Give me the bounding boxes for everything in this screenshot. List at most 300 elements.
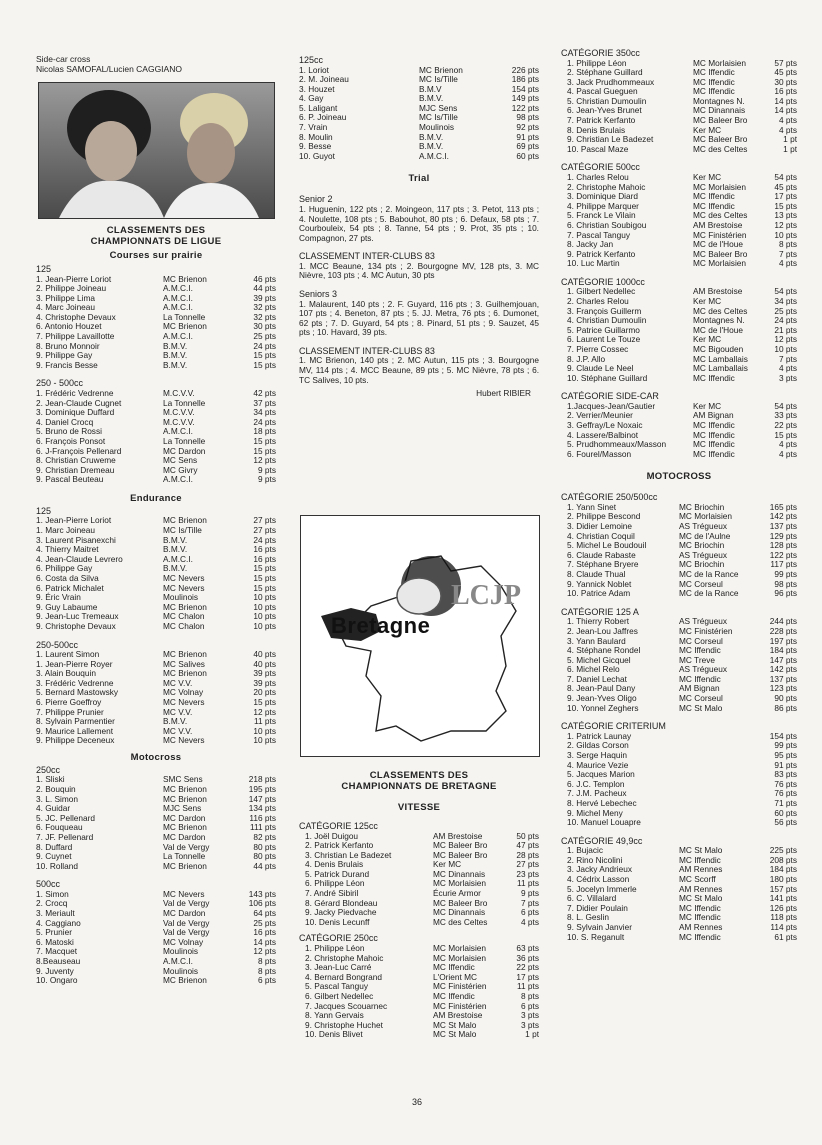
rider-name: 1. Frédéric Vedrenne [36, 387, 114, 398]
rider-name: 10. Yonnel Zeghers [567, 702, 639, 713]
rider-name: 1.Jacques-Jean/Gautier [567, 400, 656, 411]
points: 76 pts [774, 788, 797, 799]
points: 8 pts [779, 239, 797, 250]
rider-name: 3. Christian Le Badezet [305, 849, 392, 860]
rider-name: 9. Philippe Deceneux [36, 735, 115, 746]
endurance-title: Endurance [130, 492, 182, 504]
club-name: MC Nevers [163, 572, 205, 583]
rider-name: 7. André Sibiril [305, 888, 359, 899]
rider-name: 1. Jean-Pierre Royer [36, 658, 113, 669]
club-name: MC V.V. [163, 706, 193, 717]
rider-name: 9. Jean-Yves Oligo [567, 693, 637, 704]
ranking-row [36, 736, 276, 746]
points: 12 pts [253, 706, 276, 717]
points: 123 pts [769, 683, 797, 694]
club-name: MC Iffendic [693, 200, 735, 211]
club-name: MC Brienon [163, 321, 207, 332]
club-name: MC Baleer Bro [433, 840, 488, 851]
rider-name: 2. Gildas Corson [567, 740, 629, 751]
club-name: MC Brienon [163, 273, 207, 284]
rider-name: 5. Prudhommeaux/Masson [567, 439, 667, 450]
rider-name: 9. Maurice Lallement [36, 725, 114, 736]
c125-list [299, 66, 539, 162]
club-name: MC Morlaisien [679, 511, 733, 522]
rider-name: 4. Christian Dumoulin [567, 315, 647, 326]
club-name: A.M.C.I. [419, 150, 449, 161]
points: 10 pts [253, 725, 276, 736]
rider-name: 6. Jean-Yves Brunet [567, 105, 642, 116]
points: 15 pts [253, 445, 276, 456]
club-name: MC Iffendic [693, 86, 735, 97]
club-name: MC Brienon [163, 793, 207, 804]
rider-name: 6. Gilbert Nedellec [305, 990, 374, 1001]
points: 86 pts [774, 702, 797, 713]
vitesse-title: VITESSE [397, 802, 441, 813]
rider-name: 1. Marc Joineau [36, 524, 96, 535]
ranking-row [36, 475, 276, 485]
points: 15 pts [253, 582, 276, 593]
club-name: A.M.C.I. [163, 331, 193, 342]
points: 15 pts [774, 200, 797, 211]
points: 15 pts [253, 435, 276, 446]
club-name: MC des Celtes [433, 916, 488, 927]
rider-name: 8. Denis Brulais [567, 124, 626, 135]
rider-name: 6. Michel Relo [567, 664, 620, 675]
points: 39 pts [253, 677, 276, 688]
ranking-row [567, 450, 797, 460]
club-name: Moulinois [163, 965, 199, 976]
club-name: Montagnes N. [693, 315, 745, 326]
rider-name: 5. Laligant [299, 102, 338, 113]
prairie-250-label: 250 - 500cc [36, 378, 84, 389]
club-name: Ker MC [693, 295, 722, 306]
points: 56 pts [774, 817, 797, 828]
rider-name: 8. Hervé Lebechec [567, 797, 637, 808]
rider-name: 10. Pascal Maze [567, 143, 629, 154]
c125-label: 125cc [299, 55, 324, 65]
points: 16 pts [774, 86, 797, 97]
club-name: MC Baleer Bro [433, 849, 488, 860]
club-name: SMC Sens [163, 774, 203, 785]
prairie-250-list [36, 389, 276, 485]
club-name: MC Corseul [679, 578, 723, 589]
club-name: B.M.V. [163, 340, 188, 351]
points: 1 pt [783, 143, 797, 154]
club-name: MC des Celtes [693, 143, 748, 154]
club-name: MC Brienon [163, 601, 207, 612]
rider-name: 8. L. Geslin [567, 912, 609, 923]
club-name: MC Salives [163, 658, 205, 669]
club-name: B.M.V. [163, 716, 188, 727]
author-signature: Hubert RIBIER [476, 388, 531, 399]
rider-name: 10. Guyot [299, 150, 335, 161]
club-name: Moulinois [163, 946, 199, 957]
rider-name: 8. Jacky Jan [567, 239, 614, 250]
points: 4 pts [779, 363, 797, 374]
points: 117 pts [770, 559, 797, 570]
club-name: MC Morlaisien [433, 952, 487, 963]
points: 98 pts [774, 578, 797, 589]
club-name: MC Is/Tille [419, 74, 458, 85]
points: 9 pts [258, 464, 276, 475]
points: 39 pts [253, 668, 276, 679]
points: 128 pts [769, 540, 797, 551]
club-name: MC Dinannais [693, 105, 746, 116]
club-name: MC Iffendic [693, 191, 735, 202]
club-name: MC Finistérien [693, 229, 747, 240]
rider-name: 6. Antonio Houzet [36, 321, 102, 332]
club-name: MC de l'Houe [693, 239, 744, 250]
rider-name: 3. Serge Haquin [567, 749, 627, 760]
rider-name: 7. Didier Poulain [567, 902, 628, 913]
bretagne-section [299, 770, 539, 1040]
points: 18 pts [253, 426, 276, 437]
club-name: MC Brienon [163, 668, 207, 679]
rider-name: 3. François Guillerm [567, 305, 642, 316]
club-name: MC Is/Tille [163, 524, 202, 535]
club-name: MC Baleer Bro [433, 897, 488, 908]
club-name: Val de Vergy [163, 927, 210, 938]
points: 11 pts [517, 878, 539, 889]
ranking-row [305, 1030, 539, 1040]
club-name: L'Orient MC [433, 971, 478, 982]
points: 4 pts [779, 258, 797, 269]
rider-name: 8.Beauseau [36, 956, 81, 967]
ranking-row [567, 704, 797, 714]
v125-list [299, 832, 539, 928]
points: 9 pts [258, 474, 276, 485]
points: 64 pts [253, 908, 276, 919]
rider-name: 10. Denis Blivet [305, 1029, 363, 1040]
club-name: MC Baleer Bro [693, 134, 748, 145]
points: 23 pts [516, 868, 539, 879]
sidecar-photo [38, 82, 275, 219]
points: 111 pts [250, 822, 276, 833]
rider-name: 1. Gilbert Nedellec [567, 286, 636, 297]
club-name: MC Brienon [419, 64, 463, 75]
rider-name: 7. Philippe Prunier [36, 706, 104, 717]
club-name: MC de la Rance [679, 569, 739, 580]
club-name: MC Morlaisien [693, 258, 747, 269]
club-name: MC Iffendic [433, 990, 475, 1001]
sidecar-caption-names: Nicolas SAMOFAL/Lucien CAGGIANO [36, 63, 182, 74]
club-name: AS Trégueux [679, 521, 727, 532]
ranking-row [305, 918, 539, 928]
club-name: MJC Sens [419, 102, 458, 113]
points: 3 pts [779, 372, 797, 383]
points: 129 pts [769, 530, 797, 541]
rider-name: 3. Jacky Andrieux [567, 864, 633, 875]
motocross-ligue-title: Motocross [130, 751, 182, 763]
v500-list [561, 173, 797, 269]
points: 12 pts [253, 946, 276, 957]
club-name: MC V.V. [163, 677, 193, 688]
rider-name: 3. Dominique Diard [567, 191, 639, 202]
prairie-title: Courses sur prairie [109, 250, 203, 261]
ranking-row [567, 259, 797, 269]
rider-name: 9. Éric Vrain [36, 592, 81, 603]
points: 22 pts [774, 420, 797, 430]
rider-name: 7. Philippe Lavaillotte [36, 331, 115, 342]
rider-name: 7. JF. Pellenard [36, 832, 94, 842]
club-name: Ker MC [693, 400, 722, 411]
rider-name: 10. Rolland [36, 860, 78, 871]
senior3-label: Seniors 3 [299, 289, 338, 299]
club-name: La Tonnelle [163, 397, 206, 408]
rider-name: 2. Christophe Mahoic [567, 181, 646, 192]
points: 24 pts [253, 534, 276, 545]
rider-name: 6. J.C. Templon [567, 778, 625, 789]
rider-name: 3. Geffray/Le Noxaic [567, 420, 643, 430]
rider-name: 9. Christophe Devaux [36, 620, 116, 631]
m49-list [561, 846, 797, 942]
rider-name: 9. Juventy [36, 965, 74, 976]
rider-name: 2. Crocq [36, 898, 68, 909]
club-name: MC Brienon [163, 649, 207, 659]
club-name: A.M.C.I. [163, 474, 193, 485]
club-name: MC Briochin [679, 559, 725, 570]
motocross-250-label: 250cc [36, 764, 61, 775]
rider-name: 5. Prunier [36, 927, 72, 938]
points: 142 pts [769, 511, 797, 522]
club-name: La Tonnelle [163, 435, 206, 446]
endurance-250-label: 250-500cc [36, 639, 79, 650]
rider-name: 1. Charles Relou [567, 171, 629, 182]
rider-name: 3. Jean-Luc Carré [305, 962, 372, 973]
rider-name: 2. Charles Relou [567, 295, 629, 306]
points: 83 pts [774, 769, 797, 780]
club-name: MC Dardon [163, 832, 206, 842]
rider-name: 6. Fouqueau [36, 822, 83, 833]
points: 91 pts [516, 131, 539, 142]
club-name: MC Iffendic [679, 645, 721, 656]
rider-name: 6. Costa da Silva [36, 572, 99, 583]
rider-name: 4. Bernard Bongrand [305, 971, 383, 982]
rider-name: 2. Philippe Joineau [36, 283, 107, 294]
points: 33 pts [774, 410, 797, 421]
rider-name: 7. Stéphane Bryere [567, 559, 639, 570]
points: 98 pts [516, 112, 539, 123]
rider-name: 8. Christian Cruweme [36, 455, 116, 466]
club-name: MC Iffendic [679, 902, 721, 913]
rider-name: 6. J-François Pellenard [36, 445, 122, 456]
rider-name: 5. Michel Le Boudouil [567, 540, 647, 551]
club-name: MC Finistérien [433, 1000, 487, 1011]
club-name: MC Treve [679, 654, 715, 665]
rider-name: 2. Jean-Lou Jaffres [567, 625, 638, 636]
points: 208 pts [769, 854, 797, 865]
points: 11 pts [517, 981, 539, 992]
points: 15 pts [253, 696, 276, 707]
rider-name: 4. Maurice Vezie [567, 759, 629, 770]
ranking-row [36, 862, 276, 872]
points: 157 pts [769, 883, 797, 894]
rider-name: 10. Denis Lecunff [305, 916, 370, 927]
points: 9 pts [521, 888, 539, 899]
points: 147 pts [248, 793, 276, 804]
inter1-text: 1. MCC Beaune, 134 pts ; 2. Bourgogne MV, 128 pts, 3. MC Nièvre, 103 pts ; 4. MC Autun, 30 pts [299, 260, 539, 281]
points: 21 pts [774, 324, 797, 335]
points: 165 pts [769, 501, 797, 512]
rider-name: 2. M. Joineau [299, 74, 349, 85]
lcjp-logo: LCJP [451, 580, 521, 611]
club-name: MC Brienon [163, 515, 207, 526]
points: 24 pts [253, 416, 276, 427]
senior2-text: 1. Huguenin, 122 pts ; 2. Moingeon, 117 pts ; 3. Petot, 113 pts ; 4. Noulette, 108 pts ; 5. Babouhot, 80 pts ; 6. Defaux, 58 pts ; 7. Courbouleix, 54 pts ; 8. Tanne, 54 pts ; 9. Prot, 35 pts ; 10. Compagnon, 27 pts. [299, 203, 539, 243]
points: 225 pts [769, 845, 797, 856]
v350-list [561, 59, 797, 155]
points: 20 pts [253, 687, 276, 698]
points: 80 pts [253, 841, 276, 852]
rider-name: 9. Michel Meny [567, 807, 623, 818]
club-name: MC Morlaisien [433, 878, 487, 889]
rider-name: 6. Patrick Michalet [36, 582, 104, 593]
points: 118 pts [770, 912, 797, 923]
points: 10 pts [253, 620, 276, 631]
m49-label: CATÉGORIE 49,9cc [561, 835, 643, 846]
points: 27 pts [253, 515, 276, 526]
rider-name: 10. Stéphane Guillard [567, 372, 648, 383]
club-name: AS Trégueux [679, 549, 727, 560]
points: 95 pts [774, 749, 797, 760]
rider-name: 1. Jean-Pierre Loriot [36, 273, 112, 284]
rider-name: 9. Pascal Beuteau [36, 474, 104, 485]
club-name: MC Iffendic [679, 912, 721, 923]
club-name: MC Iffendic [693, 67, 735, 78]
club-name: A.M.C.I. [163, 292, 193, 303]
rider-name: 2. Bouquin [36, 784, 76, 795]
points: 54 pts [774, 400, 797, 411]
endurance-250-list [36, 650, 276, 746]
points: 24 pts [253, 340, 276, 351]
v125-label: CATÉGORIE 125cc [299, 821, 378, 831]
rider-name: 4. Thierry Maitret [36, 544, 99, 555]
club-name: MC St Malo [679, 893, 723, 904]
points: 25 pts [774, 305, 797, 316]
riders-photo-image [39, 83, 274, 218]
club-name: MC Bigouden [693, 343, 744, 354]
points: 134 pts [248, 803, 276, 814]
club-name: MC Nevers [163, 888, 205, 899]
rider-name: 6. Claude Rabaste [567, 549, 636, 560]
rider-name: 5. Jocelyn Immerle [567, 883, 637, 894]
club-name: MC Iffendic [679, 673, 721, 684]
rider-name: 5. JC. Pellenard [36, 812, 96, 823]
rider-name: 5. Bruno de Rossi [36, 426, 102, 437]
points: 122 pts [769, 549, 797, 560]
club-name: MC Brienon [163, 975, 207, 986]
club-name: Ker MC [693, 334, 722, 345]
ligue-title-2: CHAMPIONNATS DE LIGUE [90, 236, 222, 247]
points: 8 pts [258, 956, 276, 967]
club-name: MC de l'Houe [693, 324, 744, 335]
rider-name: 2. Philippe Bescond [567, 511, 641, 522]
points: 60 pts [516, 150, 539, 161]
club-name: MC Baleer Bro [693, 115, 748, 126]
points: 32 pts [253, 311, 276, 322]
club-name: A.M.C.I. [163, 553, 193, 564]
endurance-125-label: 125 [36, 505, 52, 516]
sidecar-list [561, 402, 797, 460]
club-name: MC Chalon [163, 620, 205, 631]
rider-name: 1. Thierry Robert [567, 616, 630, 627]
club-name: MC Nevers [163, 735, 205, 746]
ranking-row [36, 919, 276, 929]
m250-label: CATÉGORIE 250/500cc [561, 492, 658, 503]
club-name: MC Brienon [163, 784, 207, 795]
club-name: B.M.V. [163, 359, 188, 370]
rider-name: 4. Lassere/Balbinot [567, 429, 639, 440]
points: 24 pts [774, 315, 797, 326]
points: 106 pts [248, 898, 276, 909]
points: 40 pts [253, 649, 276, 659]
points: 12 pts [774, 219, 797, 230]
points: 147 pts [769, 654, 797, 665]
club-name: Ker MC [693, 171, 722, 182]
motocross-500-list [36, 890, 276, 986]
rider-name: 1. Sliski [36, 774, 65, 785]
points: 4 pts [779, 115, 797, 126]
v1000-label: CATÉGORIE 1000cc [561, 276, 645, 287]
rider-name: 9. Christian Dremeau [36, 464, 115, 475]
rider-name: 5. Patrick Durand [305, 868, 370, 879]
points: 16 pts [253, 553, 276, 564]
inter2-label: CLASSEMENT INTER-CLUBS 83 [299, 345, 435, 356]
points: 45 pts [774, 67, 797, 78]
inter2-text: 1. MC Brienon, 140 pts ; 2. MC Autun, 115 pts ; 3. Bourgogne MV, 114 pts ; 4. MCC Beaune, 89 pts ; 5. MC Nièvre, 78 pts ; 6. TC Salives, 10 pts. [299, 355, 539, 385]
rider-name: 9. Yannick Noblet [567, 578, 632, 589]
rider-name: 1. Philippe Léon [567, 57, 627, 68]
points: 114 pts [770, 921, 797, 932]
rider-name: 6. Fourel/Masson [567, 448, 632, 459]
ranking-row [36, 833, 276, 843]
points: 15 pts [253, 350, 276, 361]
points: 149 pts [511, 93, 539, 104]
rider-name: 6. C. Villalard [567, 893, 617, 904]
ligue-title-1: CLASSEMENTS DES [106, 225, 206, 236]
ranking-row [567, 374, 797, 384]
points: 39 pts [253, 292, 276, 303]
rider-name: 5. Jacques Marion [567, 769, 635, 780]
ranking-row [567, 145, 797, 155]
rider-name: 9. Christian Le Badezet [567, 134, 654, 145]
points: 96 pts [774, 588, 797, 599]
points: 184 pts [769, 864, 797, 875]
points: 30 pts [774, 76, 797, 87]
rider-name: 8. Gérard Blondeau [305, 897, 378, 908]
rider-name: 1. Yann Sinet [567, 501, 617, 512]
points: 44 pts [253, 860, 276, 871]
points: 10 pts [253, 611, 276, 622]
points: 6 pts [521, 1000, 539, 1011]
sidecar-label: CATÉGORIE SIDE-CAR [561, 391, 659, 402]
v250-list [299, 944, 539, 1040]
points: 37 pts [253, 397, 276, 408]
points: 3 pts [521, 1019, 539, 1030]
rider-name: 1. Loriot [299, 64, 329, 75]
club-name: MC Dinannais [433, 868, 486, 879]
ranking-row [299, 152, 539, 162]
rider-name: 7. Jacques Scouarnec [305, 1000, 388, 1011]
club-name: A.M.C.I. [163, 956, 193, 967]
rider-name: 4. Philippe Marquer [567, 200, 639, 211]
points: 34 pts [253, 407, 276, 418]
points: 25 pts [253, 917, 276, 928]
points: 27 pts [253, 524, 276, 535]
club-name: A.M.C.I. [163, 302, 193, 313]
points: 197 pts [769, 635, 797, 646]
club-name: AM Brestoise [693, 286, 743, 297]
